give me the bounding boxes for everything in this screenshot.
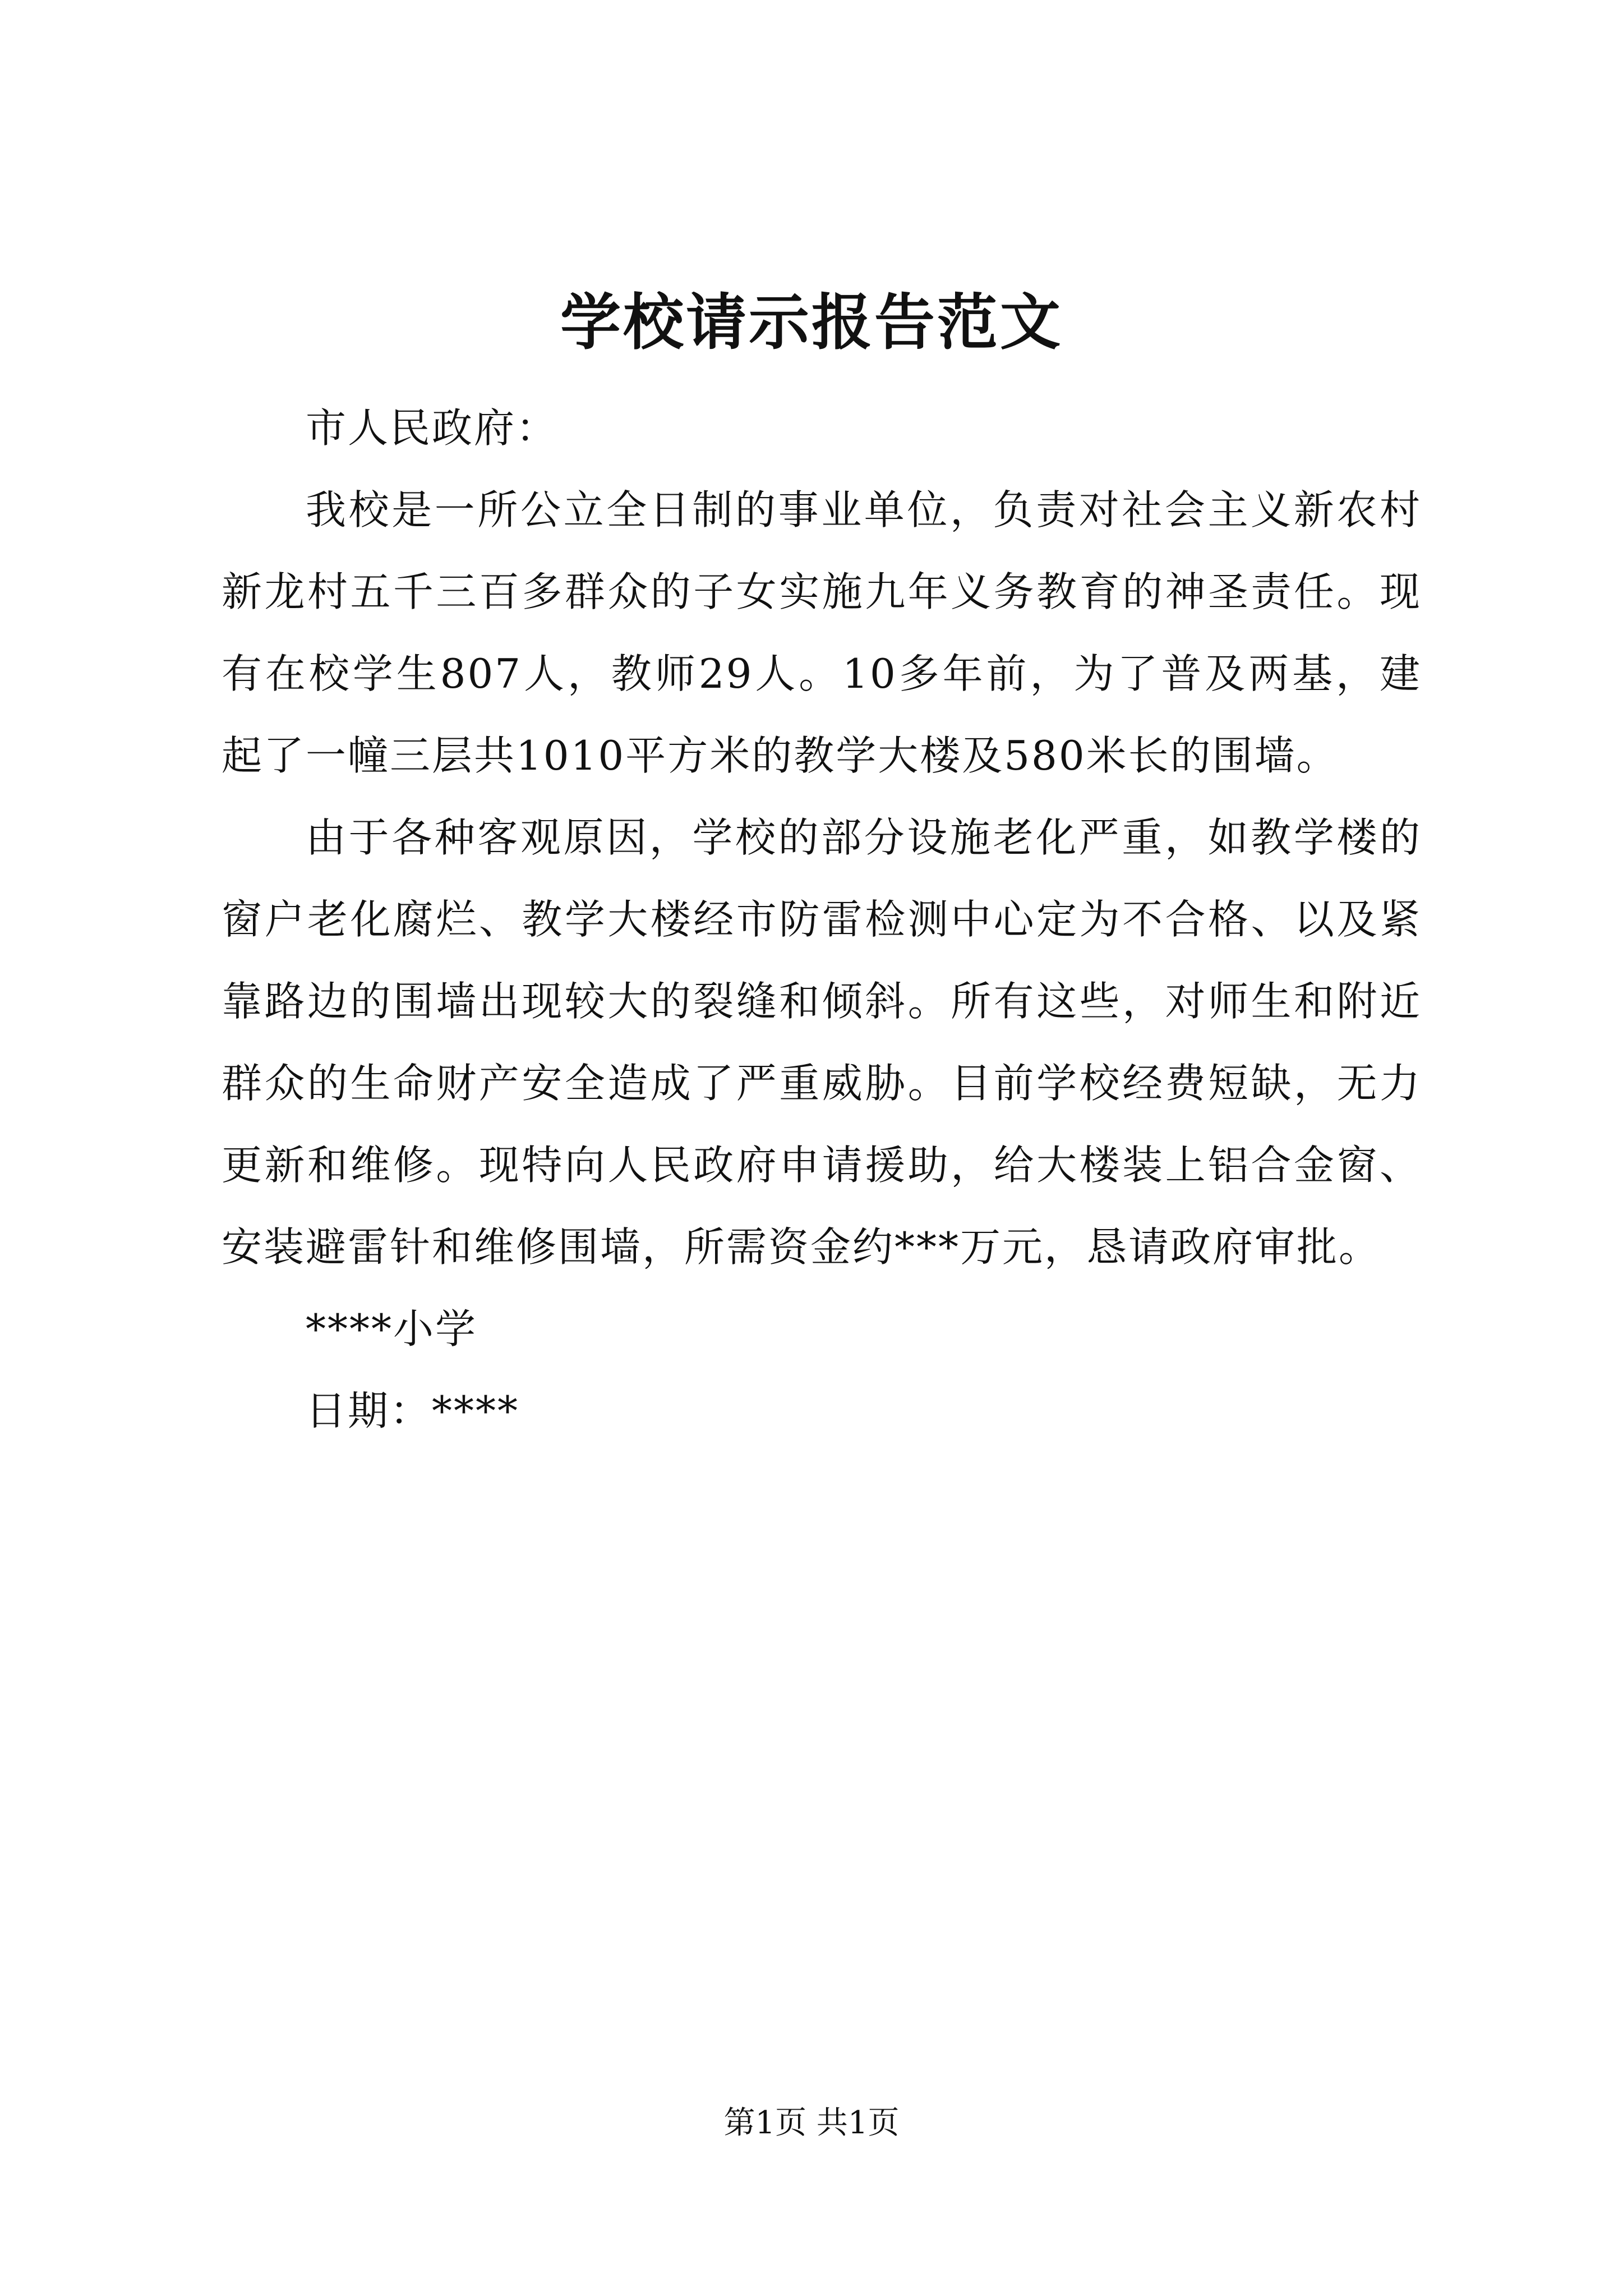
document-body [222,387,1422,1452]
signature: ****小学 [306,1305,478,1352]
salutation: 市人民政府： [306,404,559,452]
page-number: 第1页 共1页 [723,2105,900,2141]
paragraph-request: 由于各种客观原因，学校的部分设施老化严重，如教学楼的窗户老化腐烂、教学大楼经市防雷检测中心定为不合格、以及紧靠路边的围墙出现较大的裂缝和倾斜。所有这些，对师生和附近群众的生命财产安全造成了严重威胁。目前学校经费短缺，无力更新和维修。现特向人民政府申请援助，给大楼装上铝合金窗、安装避雷针和维修围墙，所需资金约***万元，恳请政府审批。 [222,814,1422,1271]
date-line: 日期：**** [306,1387,520,1434]
paragraph-intro: 我校是一所公立全日制的事业单位，负责对社会主义新农村新龙村五千三百多群众的子女实施九年义务教育的神圣责任。现有在校学生807人，教师29人。10多年前，为了普及两基，建起了一幢三层共1010平方米的教学大楼及580米长的围墙。 [222,486,1422,779]
document-title: 学校请示报告范文 [560,287,1063,358]
